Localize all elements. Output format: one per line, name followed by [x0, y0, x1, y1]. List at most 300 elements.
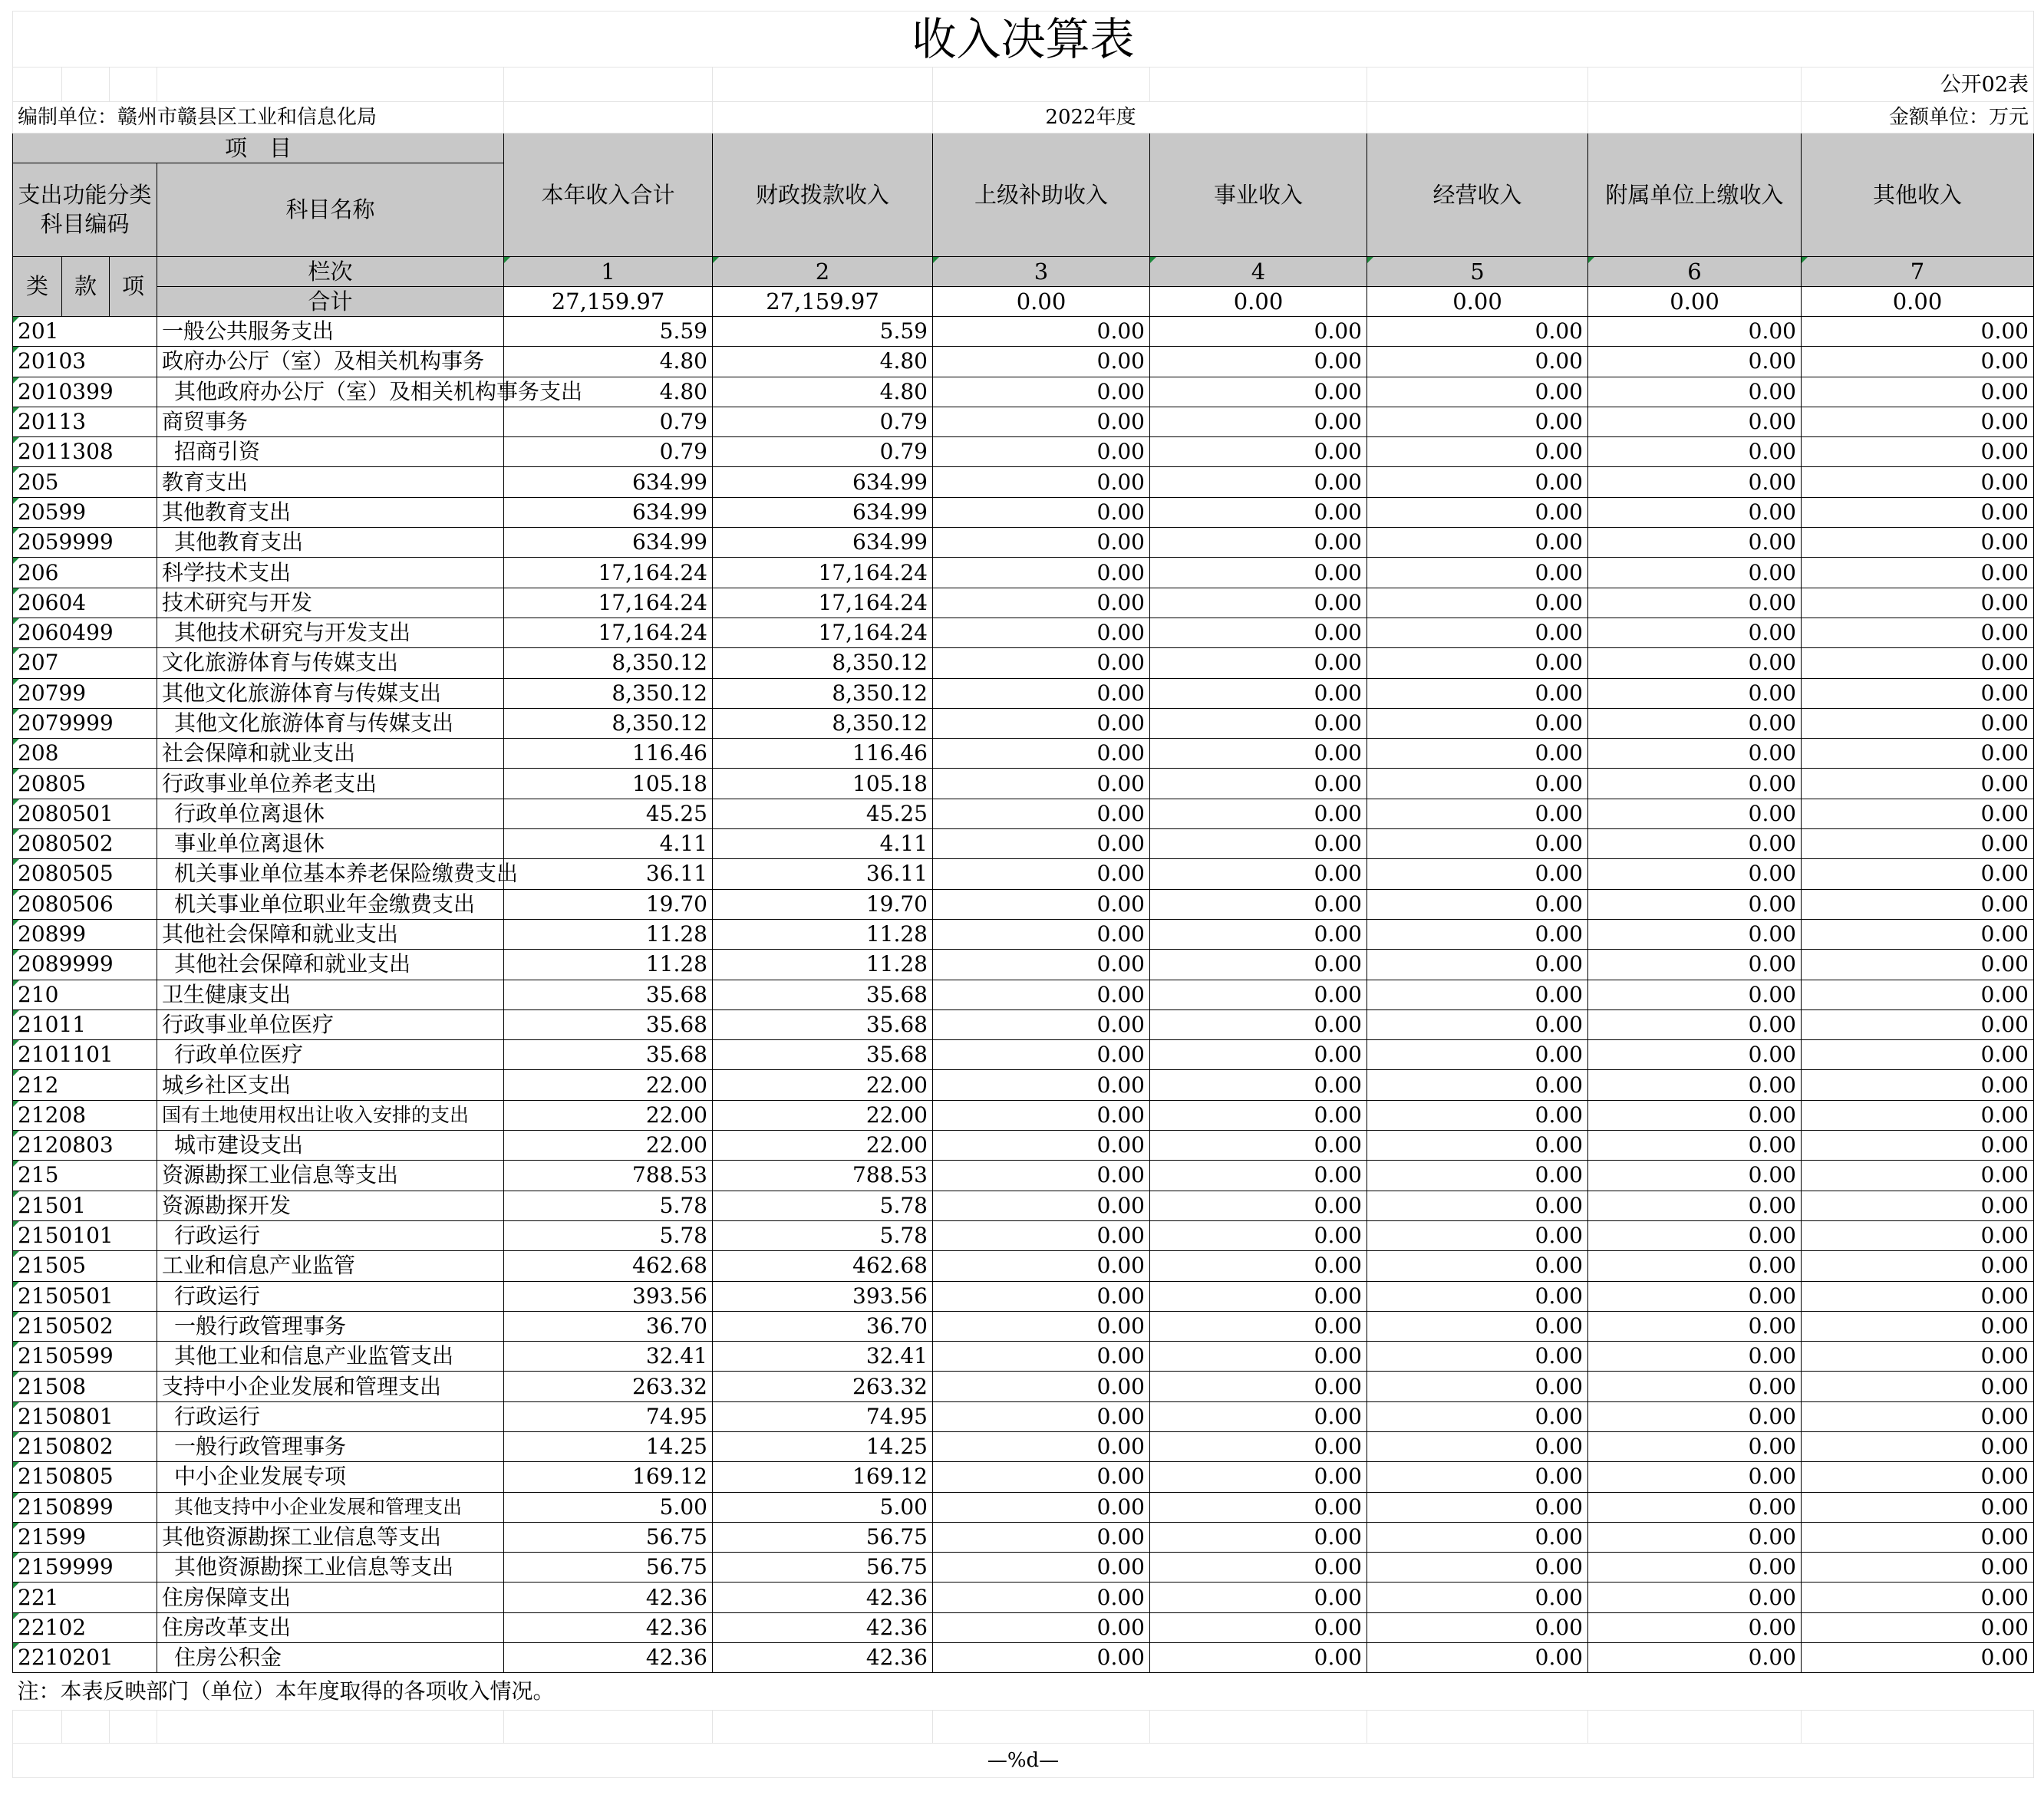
- row-value-6: 0.00: [1588, 648, 1802, 678]
- row-value-5: 0.00: [1367, 829, 1588, 859]
- row-value-6: 0.00: [1588, 1462, 1802, 1492]
- row-value-3: 0.00: [933, 467, 1150, 497]
- row-value-v1: 169.12: [504, 1462, 713, 1492]
- row-value-5: 0.00: [1367, 919, 1588, 949]
- row-value-v1: 11.28: [504, 950, 713, 980]
- row-value-7: 0.00: [1802, 1372, 2034, 1401]
- row-value-6: 0.00: [1588, 919, 1802, 949]
- row-value-v2: 4.80: [713, 377, 933, 407]
- row-value-7: 0.00: [1802, 919, 2034, 949]
- row-name: 国有土地使用权出让收入安排的支出: [157, 1100, 504, 1130]
- row-value-5: 0.00: [1367, 1583, 1588, 1612]
- row-name: 行政运行: [157, 1401, 504, 1431]
- row-value-3: 0.00: [933, 497, 1150, 527]
- row-value-v1: 36.11: [504, 859, 713, 889]
- row-name: 其他政府办公厅（室）及相关机构事务支出: [157, 377, 504, 407]
- row-name: 住房公积金: [157, 1643, 504, 1673]
- row-value-7: 0.00: [1802, 1553, 2034, 1583]
- row-value-v2: 14.25: [713, 1431, 933, 1461]
- table-row: [13, 1553, 2034, 1583]
- row-value-v1: 5.00: [504, 1492, 713, 1522]
- table-row: [13, 407, 2034, 436]
- row-value-v2: 56.75: [713, 1553, 933, 1583]
- row-name: 其他资源勘探工业信息等支出: [157, 1553, 504, 1583]
- row-value-v2: 11.28: [713, 919, 933, 949]
- row-value-5: 0.00: [1367, 1220, 1588, 1250]
- header-col-6: 附属单位上缴收入: [1588, 133, 1802, 257]
- total-value-3: 0.00: [933, 287, 1150, 317]
- row-value-6: 0.00: [1588, 1311, 1802, 1341]
- row-value-6: 0.00: [1588, 618, 1802, 647]
- row-value-6: 0.00: [1588, 497, 1802, 527]
- row-value-v1: 0.79: [504, 407, 713, 436]
- row-value-v2: 32.41: [713, 1342, 933, 1372]
- row-name: 中小企业发展专项: [157, 1462, 504, 1492]
- row-code: 201: [13, 317, 157, 347]
- row-code: 206: [13, 558, 157, 588]
- row-value-4: 0.00: [1150, 708, 1367, 738]
- table-row: [13, 347, 2034, 377]
- row-value-7: 0.00: [1802, 648, 2034, 678]
- row-value-6: 0.00: [1588, 1643, 1802, 1673]
- row-value-7: 0.00: [1802, 980, 2034, 1009]
- table-row: [13, 1100, 2034, 1130]
- row-value-7: 0.00: [1802, 1342, 2034, 1372]
- row-value-5: 0.00: [1367, 708, 1588, 738]
- row-value-3: 0.00: [933, 678, 1150, 708]
- row-value-v2: 788.53: [713, 1161, 933, 1191]
- row-value-7: 0.00: [1802, 528, 2034, 558]
- column-number-4: 4: [1150, 257, 1367, 287]
- row-value-3: 0.00: [933, 919, 1150, 949]
- row-value-5: 0.00: [1367, 377, 1588, 407]
- table-row: [13, 859, 2034, 889]
- row-value-6: 0.00: [1588, 1553, 1802, 1583]
- row-value-4: 0.00: [1150, 1643, 1367, 1673]
- row-code: 208: [13, 739, 157, 769]
- row-name: 商贸事务: [157, 407, 504, 436]
- row-value-4: 0.00: [1150, 558, 1367, 588]
- row-value-v1: 4.80: [504, 377, 713, 407]
- row-value-5: 0.00: [1367, 950, 1588, 980]
- row-value-v2: 56.75: [713, 1522, 933, 1552]
- row-value-v2: 634.99: [713, 497, 933, 527]
- row-name: 其他工业和信息产业监管支出: [157, 1342, 504, 1372]
- row-value-v2: 35.68: [713, 1009, 933, 1039]
- table-row: [13, 1040, 2034, 1070]
- row-name: 支持中小企业发展和管理支出: [157, 1372, 504, 1401]
- row-value-4: 0.00: [1150, 648, 1367, 678]
- row-value-v1: 35.68: [504, 1009, 713, 1039]
- row-value-7: 0.00: [1802, 467, 2034, 497]
- row-value-7: 0.00: [1802, 1161, 2034, 1191]
- row-value-5: 0.00: [1367, 1009, 1588, 1039]
- row-value-7: 0.00: [1802, 588, 2034, 618]
- table-row: [13, 528, 2034, 558]
- row-value-4: 0.00: [1150, 1372, 1367, 1401]
- table-row: [13, 1161, 2034, 1191]
- row-value-3: 0.00: [933, 889, 1150, 919]
- row-value-v2: 36.70: [713, 1311, 933, 1341]
- row-value-v2: 17,164.24: [713, 588, 933, 618]
- row-code: 2150801: [13, 1401, 157, 1431]
- row-value-5: 0.00: [1367, 1431, 1588, 1461]
- row-value-7: 0.00: [1802, 1401, 2034, 1431]
- total-value-4: 0.00: [1150, 287, 1367, 317]
- row-value-7: 0.00: [1802, 1100, 2034, 1130]
- row-code: 20899: [13, 919, 157, 949]
- row-value-4: 0.00: [1150, 528, 1367, 558]
- row-value-7: 0.00: [1802, 859, 2034, 889]
- row-value-4: 0.00: [1150, 799, 1367, 828]
- table-row: [13, 497, 2034, 527]
- row-value-7: 0.00: [1802, 558, 2034, 588]
- row-value-4: 0.00: [1150, 859, 1367, 889]
- row-name: 资源勘探工业信息等支出: [157, 1161, 504, 1191]
- row-value-4: 0.00: [1150, 1161, 1367, 1191]
- row-name: 资源勘探开发: [157, 1191, 504, 1220]
- row-value-4: 0.00: [1150, 1522, 1367, 1552]
- table-row: [13, 1372, 2034, 1401]
- column-number-1: 1: [504, 257, 713, 287]
- row-value-6: 0.00: [1588, 739, 1802, 769]
- row-value-6: 0.00: [1588, 1372, 1802, 1401]
- row-name: 其他文化旅游体育与传媒支出: [157, 678, 504, 708]
- row-name: 政府办公厅（室）及相关机构事务: [157, 347, 504, 377]
- row-value-7: 0.00: [1802, 1492, 2034, 1522]
- row-value-v1: 11.28: [504, 919, 713, 949]
- table-row: [13, 1281, 2034, 1311]
- row-name: 一般行政管理事务: [157, 1431, 504, 1461]
- row-value-v2: 8,350.12: [713, 708, 933, 738]
- row-name: 其他教育支出: [157, 497, 504, 527]
- row-value-7: 0.00: [1802, 1131, 2034, 1161]
- row-value-5: 0.00: [1367, 648, 1588, 678]
- row-value-v1: 42.36: [504, 1643, 713, 1673]
- row-value-7: 0.00: [1802, 1522, 2034, 1552]
- row-value-3: 0.00: [933, 558, 1150, 588]
- row-value-7: 0.00: [1802, 497, 2034, 527]
- spreadsheet-grid: [12, 11, 2034, 1778]
- table-row: [13, 648, 2034, 678]
- row-value-v2: 169.12: [713, 1462, 933, 1492]
- table-note: 注：本表反映部门（单位）本年度取得的各项收入情况。: [17, 1678, 555, 1704]
- row-value-7: 0.00: [1802, 1070, 2034, 1100]
- row-value-3: 0.00: [933, 980, 1150, 1009]
- header-col-7: 其他收入: [1802, 133, 2034, 257]
- row-value-v2: 393.56: [713, 1281, 933, 1311]
- table-row: [13, 1462, 2034, 1492]
- row-value-6: 0.00: [1588, 588, 1802, 618]
- row-value-v1: 19.70: [504, 889, 713, 919]
- row-name: 一般公共服务支出: [157, 317, 504, 347]
- row-code: 2150599: [13, 1342, 157, 1372]
- page-title: 收入决算表: [13, 12, 2034, 68]
- row-value-v1: 35.68: [504, 1040, 713, 1070]
- table-row: [13, 1220, 2034, 1250]
- row-value-v2: 0.79: [713, 407, 933, 436]
- table-row: [13, 739, 2034, 769]
- row-value-4: 0.00: [1150, 588, 1367, 618]
- row-name: 其他资源勘探工业信息等支出: [157, 1522, 504, 1552]
- row-value-v1: 5.78: [504, 1191, 713, 1220]
- row-name: 事业单位离退休: [157, 829, 504, 859]
- row-value-v1: 74.95: [504, 1401, 713, 1431]
- row-value-v1: 14.25: [504, 1431, 713, 1461]
- row-name: 卫生健康支出: [157, 980, 504, 1009]
- row-code: 212: [13, 1070, 157, 1100]
- row-value-5: 0.00: [1367, 980, 1588, 1009]
- row-value-v1: 116.46: [504, 739, 713, 769]
- table-row: [13, 618, 2034, 647]
- row-value-7: 0.00: [1802, 950, 2034, 980]
- row-value-4: 0.00: [1150, 1401, 1367, 1431]
- row-value-v2: 634.99: [713, 528, 933, 558]
- table-row: [13, 919, 2034, 949]
- row-name: 城市建设支出: [157, 1131, 504, 1161]
- row-value-6: 0.00: [1588, 1401, 1802, 1431]
- table-row: [13, 889, 2034, 919]
- row-value-v2: 45.25: [713, 799, 933, 828]
- row-value-6: 0.00: [1588, 377, 1802, 407]
- header-col-3: 上级补助收入: [933, 133, 1150, 257]
- row-code: 2150805: [13, 1462, 157, 1492]
- row-value-5: 0.00: [1367, 1161, 1588, 1191]
- row-value-5: 0.00: [1367, 1553, 1588, 1583]
- row-name: 行政单位医疗: [157, 1040, 504, 1070]
- row-value-6: 0.00: [1588, 317, 1802, 347]
- row-code: 2150899: [13, 1492, 157, 1522]
- row-name: 工业和信息产业监管: [157, 1251, 504, 1281]
- table-row: [13, 1311, 2034, 1341]
- table-row: [13, 1583, 2034, 1612]
- header-total-label: 合计: [157, 287, 504, 317]
- row-value-4: 0.00: [1150, 1100, 1367, 1130]
- row-value-3: 0.00: [933, 1553, 1150, 1583]
- row-value-4: 0.00: [1150, 739, 1367, 769]
- row-value-5: 0.00: [1367, 1251, 1588, 1281]
- row-value-v1: 8,350.12: [504, 678, 713, 708]
- row-value-v2: 19.70: [713, 889, 933, 919]
- row-value-5: 0.00: [1367, 1281, 1588, 1311]
- row-value-v2: 634.99: [713, 467, 933, 497]
- row-value-v1: 22.00: [504, 1070, 713, 1100]
- row-name: 其他教育支出: [157, 528, 504, 558]
- row-value-7: 0.00: [1802, 377, 2034, 407]
- row-value-7: 0.00: [1802, 799, 2034, 828]
- row-value-4: 0.00: [1150, 678, 1367, 708]
- row-value-4: 0.00: [1150, 1492, 1367, 1522]
- table-row: [13, 769, 2034, 799]
- row-value-7: 0.00: [1802, 437, 2034, 467]
- row-value-3: 0.00: [933, 739, 1150, 769]
- row-value-v2: 263.32: [713, 1372, 933, 1401]
- row-value-5: 0.00: [1367, 497, 1588, 527]
- row-value-3: 0.00: [933, 1191, 1150, 1220]
- row-code: 207: [13, 648, 157, 678]
- row-value-4: 0.00: [1150, 1131, 1367, 1161]
- header-col-2: 财政拨款收入: [713, 133, 933, 257]
- row-value-v2: 105.18: [713, 769, 933, 799]
- row-value-v2: 17,164.24: [713, 558, 933, 588]
- row-name: 技术研究与开发: [157, 588, 504, 618]
- table-row: [13, 1342, 2034, 1372]
- row-value-3: 0.00: [933, 1522, 1150, 1552]
- row-value-4: 0.00: [1150, 1070, 1367, 1100]
- row-code: 2010399: [13, 377, 157, 407]
- row-value-6: 0.00: [1588, 1220, 1802, 1250]
- row-value-5: 0.00: [1367, 588, 1588, 618]
- row-value-7: 0.00: [1802, 1251, 2034, 1281]
- row-value-v2: 462.68: [713, 1251, 933, 1281]
- row-value-3: 0.00: [933, 799, 1150, 828]
- row-value-4: 0.00: [1150, 1462, 1367, 1492]
- row-value-5: 0.00: [1367, 1131, 1588, 1161]
- row-value-v2: 35.68: [713, 980, 933, 1009]
- table-row: [13, 1191, 2034, 1220]
- row-code: 215: [13, 1161, 157, 1191]
- row-value-7: 0.00: [1802, 347, 2034, 377]
- row-code: 2080501: [13, 799, 157, 828]
- total-value-2: 27,159.97: [713, 287, 933, 317]
- row-value-5: 0.00: [1367, 528, 1588, 558]
- total-value-5: 0.00: [1367, 287, 1588, 317]
- row-value-6: 0.00: [1588, 1431, 1802, 1461]
- row-value-6: 0.00: [1588, 1100, 1802, 1130]
- row-value-v1: 462.68: [504, 1251, 713, 1281]
- row-value-3: 0.00: [933, 950, 1150, 980]
- row-value-5: 0.00: [1367, 1100, 1588, 1130]
- row-value-3: 0.00: [933, 1040, 1150, 1070]
- row-value-5: 0.00: [1367, 437, 1588, 467]
- row-value-v2: 4.11: [713, 829, 933, 859]
- row-value-5: 0.00: [1367, 1191, 1588, 1220]
- row-value-4: 0.00: [1150, 829, 1367, 859]
- row-value-4: 0.00: [1150, 347, 1367, 377]
- row-value-4: 0.00: [1150, 1281, 1367, 1311]
- row-value-5: 0.00: [1367, 769, 1588, 799]
- row-value-4: 0.00: [1150, 1431, 1367, 1461]
- row-name: 其他社会保障和就业支出: [157, 919, 504, 949]
- row-name: 机关事业单位基本养老保险缴费支出: [157, 859, 504, 889]
- row-code: 2079999: [13, 708, 157, 738]
- row-value-v1: 17,164.24: [504, 558, 713, 588]
- row-value-v2: 5.59: [713, 317, 933, 347]
- row-value-6: 0.00: [1588, 859, 1802, 889]
- row-value-v1: 17,164.24: [504, 618, 713, 647]
- row-value-5: 0.00: [1367, 347, 1588, 377]
- row-value-v2: 0.79: [713, 437, 933, 467]
- table-number: 公开02表: [1802, 68, 2034, 102]
- row-value-v2: 35.68: [713, 1040, 933, 1070]
- row-value-4: 0.00: [1150, 1612, 1367, 1642]
- row-name: 其他技术研究与开发支出: [157, 618, 504, 647]
- row-value-v1: 56.75: [504, 1553, 713, 1583]
- row-value-5: 0.00: [1367, 1040, 1588, 1070]
- row-value-5: 0.00: [1367, 1342, 1588, 1372]
- table-row: [13, 467, 2034, 497]
- row-value-4: 0.00: [1150, 377, 1367, 407]
- row-code: 20599: [13, 497, 157, 527]
- row-value-v1: 4.80: [504, 347, 713, 377]
- row-code: 2080506: [13, 889, 157, 919]
- row-value-5: 0.00: [1367, 678, 1588, 708]
- row-value-7: 0.00: [1802, 618, 2034, 647]
- row-value-5: 0.00: [1367, 1522, 1588, 1552]
- row-value-v1: 42.36: [504, 1612, 713, 1642]
- row-value-4: 0.00: [1150, 1583, 1367, 1612]
- header-kuan: 款: [62, 257, 110, 317]
- table-row: [13, 1522, 2034, 1552]
- row-value-6: 0.00: [1588, 1131, 1802, 1161]
- total-value-6: 0.00: [1588, 287, 1802, 317]
- row-value-5: 0.00: [1367, 1401, 1588, 1431]
- row-value-7: 0.00: [1802, 1009, 2034, 1039]
- row-value-3: 0.00: [933, 1070, 1150, 1100]
- row-code: 205: [13, 467, 157, 497]
- header-name: 科目名称: [157, 163, 504, 257]
- row-value-3: 0.00: [933, 829, 1150, 859]
- row-value-v2: 42.36: [713, 1612, 933, 1642]
- row-value-3: 0.00: [933, 1401, 1150, 1431]
- row-value-6: 0.00: [1588, 1161, 1802, 1191]
- row-value-6: 0.00: [1588, 769, 1802, 799]
- row-name: 城乡社区支出: [157, 1070, 504, 1100]
- row-value-3: 0.00: [933, 1281, 1150, 1311]
- row-value-v1: 36.70: [504, 1311, 713, 1341]
- row-value-3: 0.00: [933, 708, 1150, 738]
- row-code: 2150502: [13, 1311, 157, 1341]
- row-value-5: 0.00: [1367, 1070, 1588, 1100]
- row-value-3: 0.00: [933, 437, 1150, 467]
- row-value-v1: 788.53: [504, 1161, 713, 1191]
- row-value-5: 0.00: [1367, 739, 1588, 769]
- row-value-v2: 5.00: [713, 1492, 933, 1522]
- row-value-v1: 5.78: [504, 1220, 713, 1250]
- row-name: 科学技术支出: [157, 558, 504, 588]
- row-value-6: 0.00: [1588, 437, 1802, 467]
- row-code: 2011308: [13, 437, 157, 467]
- row-code: 2150101: [13, 1220, 157, 1250]
- row-value-4: 0.00: [1150, 1040, 1367, 1070]
- table-header: [13, 133, 2034, 317]
- row-value-v2: 22.00: [713, 1131, 933, 1161]
- row-value-7: 0.00: [1802, 1462, 2034, 1492]
- row-value-v2: 116.46: [713, 739, 933, 769]
- page-footer: —%d—: [13, 1744, 2034, 1778]
- header-column-index: 栏次: [157, 257, 504, 287]
- table-row: [13, 708, 2034, 738]
- row-value-v1: 8,350.12: [504, 648, 713, 678]
- row-value-7: 0.00: [1802, 829, 2034, 859]
- row-code: 2089999: [13, 950, 157, 980]
- table-row: [13, 678, 2034, 708]
- row-value-v2: 42.36: [713, 1643, 933, 1673]
- row-value-6: 0.00: [1588, 889, 1802, 919]
- row-value-v1: 105.18: [504, 769, 713, 799]
- row-code: 21599: [13, 1522, 157, 1552]
- row-value-v1: 8,350.12: [504, 708, 713, 738]
- row-value-3: 0.00: [933, 1161, 1150, 1191]
- row-value-4: 0.00: [1150, 497, 1367, 527]
- row-code: 2080502: [13, 829, 157, 859]
- row-value-v2: 74.95: [713, 1401, 933, 1431]
- row-value-7: 0.00: [1802, 1311, 2034, 1341]
- row-name: 机关事业单位职业年金缴费支出: [157, 889, 504, 919]
- row-value-5: 0.00: [1367, 859, 1588, 889]
- row-code: 22102: [13, 1612, 157, 1642]
- row-code: 20604: [13, 588, 157, 618]
